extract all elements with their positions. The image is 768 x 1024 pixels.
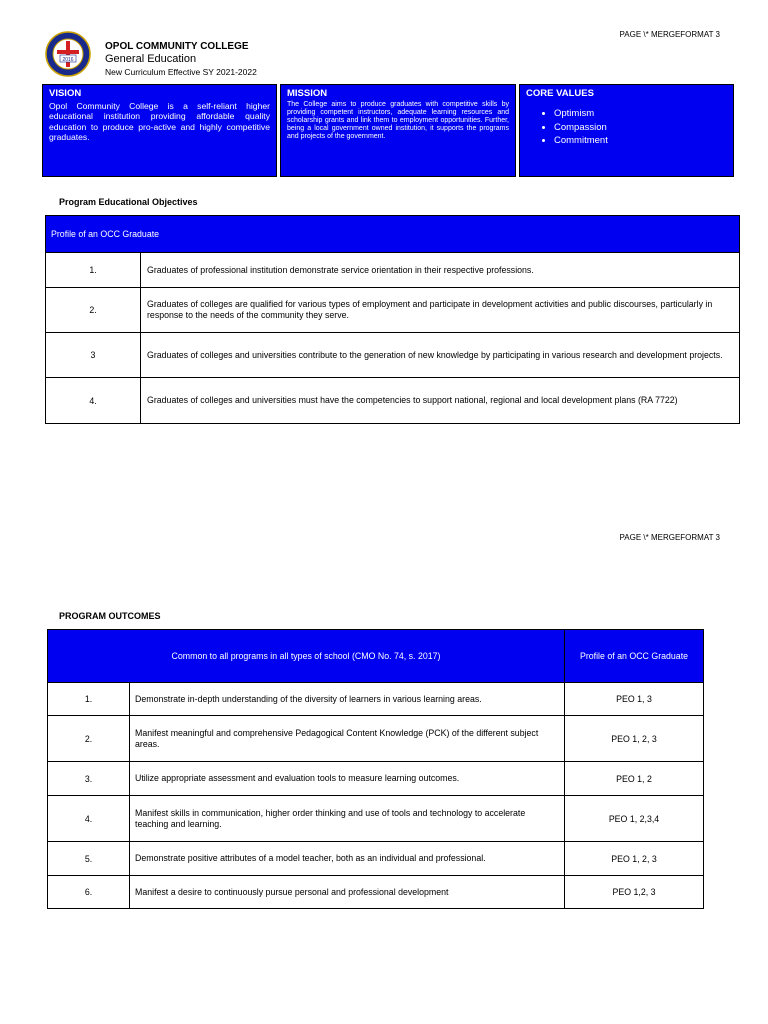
row-peo: PEO 1, 3 <box>565 683 704 716</box>
row-text: Graduates of colleges and universities contribute to the generation of new knowledge by participating in various research and development projects. <box>141 333 740 378</box>
row-text: Graduates of colleges are qualified for various types of employment and participate in development activities and public discourses, particularly in response to the needs of the community they serve. <box>141 288 740 333</box>
row-text: Graduates of professional institution demonstrate service orientation in their respective professions. <box>141 253 740 288</box>
row-number: 5. <box>48 842 130 876</box>
row-peo: PEO 1,2, 3 <box>565 876 704 909</box>
table-row <box>48 876 704 909</box>
row-number: 4. <box>48 796 130 842</box>
row-peo: PEO 1, 2 <box>565 762 704 796</box>
table-row <box>48 796 704 842</box>
page-field: PAGE \* MERGEFORMAT 3 <box>619 30 720 39</box>
table-row <box>48 716 704 762</box>
po-section-title: PROGRAM OUTCOMES <box>59 611 161 621</box>
peo-table <box>45 215 740 424</box>
row-number: 3. <box>48 762 130 796</box>
core-values-title: CORE VALUES <box>526 88 594 99</box>
row-number: 4. <box>46 378 141 424</box>
row-text: Utilize appropriate assessment and evaluation tools to measure learning outcomes. <box>130 762 565 796</box>
row-text: Demonstrate positive attributes of a model teacher, both as an individual and professional. <box>130 842 565 876</box>
department-name: General Education <box>105 53 197 65</box>
po-header-left: Common to all programs in all types of school (CMO No. 74, s. 2017) <box>48 630 565 683</box>
row-number: 1. <box>48 683 130 716</box>
row-number: 1. <box>46 253 141 288</box>
row-peo: PEO 1, 2, 3 <box>565 716 704 762</box>
row-peo: PEO 1, 2, 3 <box>565 842 704 876</box>
row-text: Manifest skills in communication, higher order thinking and use of tools and technology to accelerate teaching and learning. <box>130 796 565 842</box>
peo-section-title: Program Educational Objectives <box>59 197 198 207</box>
po-table-header <box>48 630 704 683</box>
po-header-right: Profile of an OCC Graduate <box>565 630 704 683</box>
svg-text:2016: 2016 <box>62 57 74 63</box>
core-value-item: • Commitment <box>554 134 727 148</box>
page-field: PAGE \* MERGEFORMAT 3 <box>619 533 720 542</box>
core-values-box <box>519 84 734 177</box>
table-row <box>48 683 704 716</box>
mission-box <box>280 84 516 177</box>
core-value-item: • Compassion <box>554 121 727 135</box>
college-name: OPOL COMMUNITY COLLEGE <box>105 41 249 52</box>
curriculum-note: New Curriculum Effective SY 2021-2022 <box>105 67 257 77</box>
vision-text: Opol Community College is a self-reliant higher educational institution providing affordable quality education to produce pro-active and highly competitive graduates. <box>49 101 270 142</box>
core-value-item: • Optimism <box>554 107 727 121</box>
mission-text: The College aims to produce graduates with competitive skills by providing competent instructors, adequate learning resources and scholarship grants and link them to employment opportunities. Further, being a local government owned institution, it supports the programs and projects of the government. <box>287 101 509 141</box>
row-peo: PEO 1, 2,3,4 <box>565 796 704 842</box>
core-values-list <box>526 107 727 148</box>
table-row <box>46 288 740 333</box>
row-number: 2. <box>46 288 141 333</box>
table-row <box>46 333 740 378</box>
row-text: Manifest a desire to continuously pursue personal and professional development <box>130 876 565 909</box>
peo-header-cell: Profile of an OCC Graduate <box>46 216 740 253</box>
table-row <box>48 842 704 876</box>
mission-title: MISSION <box>287 88 328 99</box>
table-row <box>46 378 740 424</box>
table-row <box>46 253 740 288</box>
table-row <box>48 762 704 796</box>
row-text: Graduates of colleges and universities must have the competencies to support national, regional and local development plans (RA 7722) <box>141 378 740 424</box>
row-text: Manifest meaningful and comprehensive Pedagogical Content Knowledge (PCK) of the different subject areas. <box>130 716 565 762</box>
row-number: 6. <box>48 876 130 909</box>
vision-title: VISION <box>49 88 82 99</box>
row-text: Demonstrate in-depth understanding of the diversity of learners in various learning areas. <box>130 683 565 716</box>
row-number: 3 <box>46 333 141 378</box>
program-outcomes-table <box>47 629 704 909</box>
vision-box <box>42 84 277 177</box>
college-seal-logo <box>45 31 91 77</box>
peo-table-header <box>46 216 740 253</box>
row-number: 2. <box>48 716 130 762</box>
document-header <box>45 31 365 79</box>
